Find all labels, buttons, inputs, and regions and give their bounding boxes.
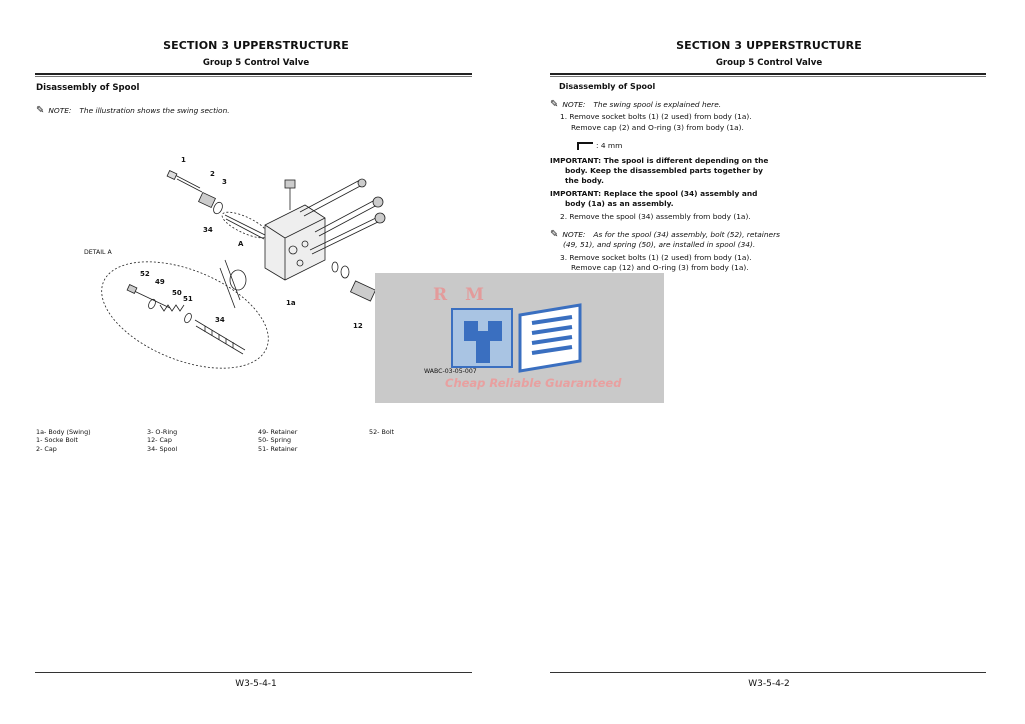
page-number: W3-5-4-1	[235, 679, 277, 689]
important-1-line3: the body.	[565, 176, 604, 185]
section-title: SECTION 3 UPPERSTRUCTURE	[676, 39, 862, 52]
cap-12	[350, 281, 375, 301]
callout-12: 12	[353, 322, 363, 330]
important-1: IMPORTANT: The spool is different depending on the	[550, 156, 769, 165]
legend-col-3: 49- Retainer 50- Spring 51- Retainer	[258, 428, 298, 453]
detail-spool-34	[195, 320, 245, 354]
important-2: IMPORTANT: Replace the spool (34) assembly and	[550, 189, 758, 198]
legend-col-4: 52- Bolt	[369, 428, 395, 436]
note: ✎ NOTE: The illustration shows the swing section.	[36, 105, 230, 116]
callout-1a: 1a	[286, 299, 296, 307]
pencil-icon: ✎	[550, 229, 559, 240]
important-1-line2: body. Keep the disassembled parts together by	[565, 166, 763, 175]
detail-label: DETAIL A	[84, 249, 112, 256]
callout-49: 49	[155, 278, 165, 286]
spool-exploded-diagram	[60, 140, 390, 380]
header-rule-thin	[550, 76, 986, 77]
callout-52: 52	[140, 270, 150, 278]
spring-50	[160, 305, 184, 311]
pencil-icon: ✎	[550, 99, 559, 110]
note-2-cont: (49, 51), and spring (50), are installed in spool (34).	[563, 240, 756, 249]
cap-2	[199, 193, 216, 208]
callout-51: 51	[183, 295, 193, 303]
page-heading: Disassembly of Spool	[36, 83, 140, 93]
step-3: 3. Remove socket bolts (1) (2 used) from body (1a).	[560, 253, 752, 262]
tool-size-1: : 4 mm	[577, 141, 622, 151]
callout-2: 2	[210, 170, 215, 178]
bolt-1	[175, 175, 202, 192]
step-3-cont: Remove cap (12) and O-ring (3) from body (1a).	[571, 263, 749, 272]
footer-rule	[35, 672, 472, 673]
step-2: 2. Remove the spool (34) assembly from body (1a).	[560, 212, 751, 221]
legend-col-2: 3- O-Ring 12- Cap 34- Spool	[147, 428, 178, 453]
hex-wrench-icon	[577, 142, 593, 150]
watermark-tagline: Cheap Reliable Guaranteed	[445, 376, 622, 390]
watermark-brand: RM	[433, 285, 502, 305]
page-number: W3-5-4-2	[748, 679, 790, 689]
figure-code: WABC-03-05-007	[424, 368, 477, 375]
valve-body-1a	[265, 205, 325, 280]
callout-34: 34	[203, 226, 213, 234]
step-1-cont: Remove cap (2) and O-ring (3) from body (1a).	[571, 123, 744, 132]
important-2-line2: body (1a) as an assembly.	[565, 199, 674, 208]
note-2: ✎ NOTE: As for the spool (34) assembly, bolt (52), retainers	[550, 229, 780, 240]
callout-50: 50	[172, 289, 182, 297]
note-1: ✎ NOTE: The swing spool is explained here.	[550, 99, 722, 110]
group-title: Group 5 Control Valve	[202, 58, 310, 68]
watermark-logo	[450, 303, 590, 373]
watermark-box	[375, 273, 664, 403]
bolt-52	[132, 290, 170, 308]
detail-a-outline	[87, 240, 284, 380]
header-rule-thin	[35, 76, 472, 77]
group-title: Group 5 Control Valve	[715, 58, 823, 68]
callout-a: A	[238, 240, 244, 248]
header-rule	[550, 73, 986, 75]
spool-34	[225, 215, 265, 239]
legend-col-1: 1a- Body (Swing) 1- Socke Bolt 2- Cap	[36, 428, 91, 453]
header-rule	[35, 73, 472, 75]
step-1: 1. Remove socket bolts (1) (2 used) from body (1a).	[560, 112, 752, 121]
callout-34-detail: 34	[215, 316, 225, 324]
footer-rule	[550, 672, 986, 673]
callout-1: 1	[181, 156, 186, 164]
callout-3: 3	[222, 178, 227, 186]
pencil-icon: ✎	[36, 105, 45, 116]
page-heading: Disassembly of Spool	[559, 82, 656, 91]
section-title: SECTION 3 UPPERSTRUCTURE	[163, 39, 349, 52]
